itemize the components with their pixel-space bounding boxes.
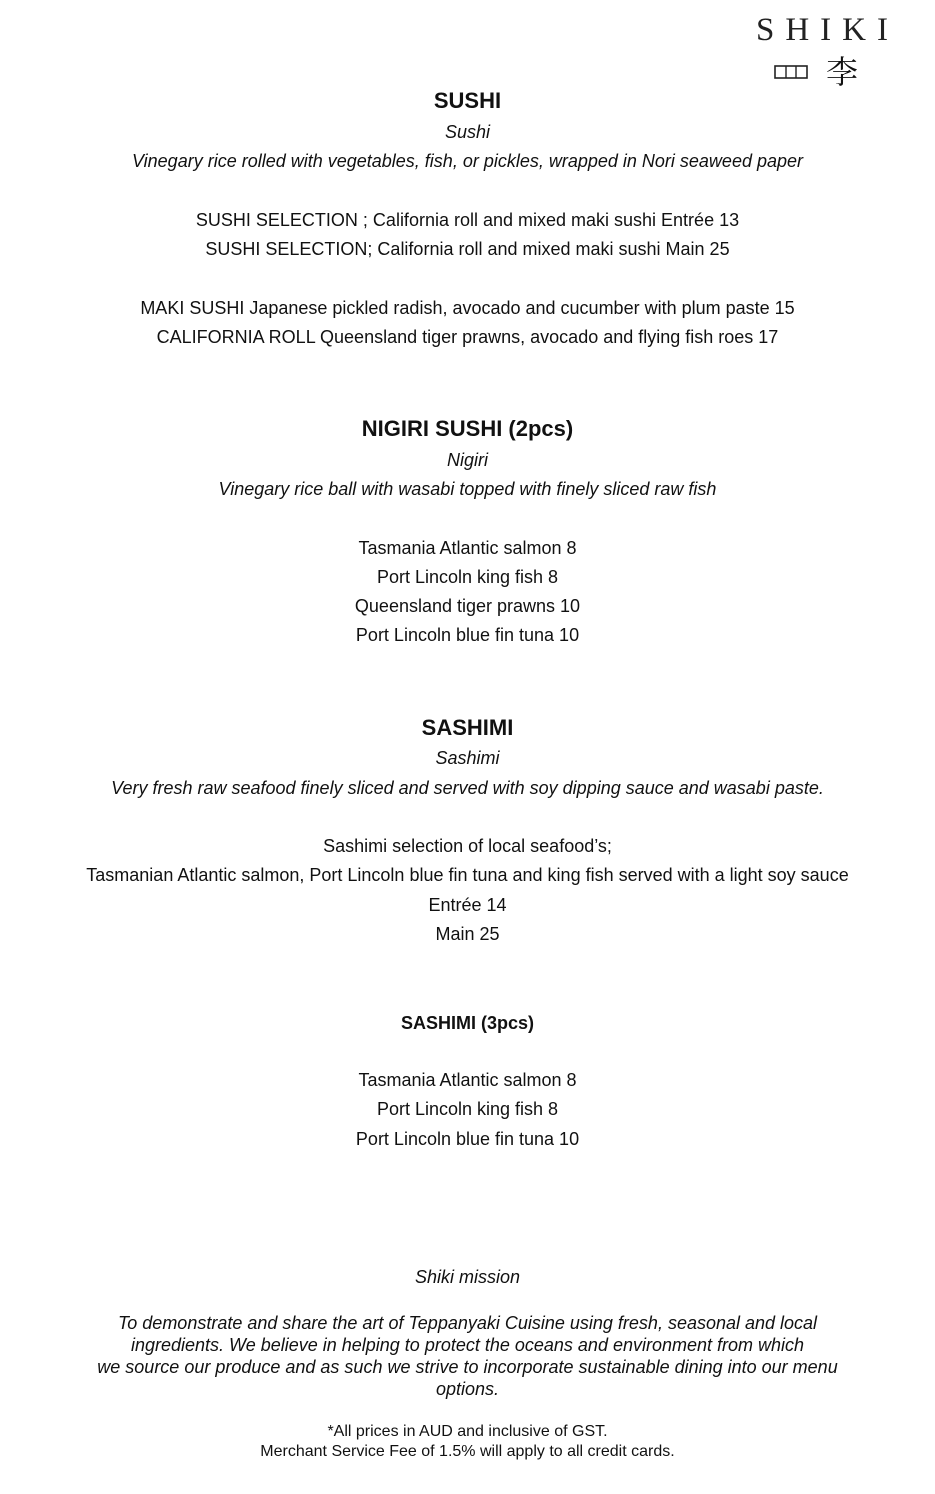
sushi-subtitle: Sushi — [444, 122, 491, 142]
nigiri-description: Vinegary rice ball with wasabi topped with finely sliced raw fish — [218, 479, 717, 499]
logo-kanji: 李 — [826, 53, 859, 91]
menu-item: Port Lincoln king fish 8 — [376, 567, 559, 587]
shiki-logo — [756, 10, 899, 91]
menu-item: MAKI SUSHI Japanese pickled radish, avocado and cucumber with plum paste 15 — [140, 298, 795, 318]
menu-item: SUSHI SELECTION ; California roll and mixed maki sushi Entrée 13 — [195, 210, 740, 230]
logo-text: SHIKI — [756, 12, 899, 48]
mission-line: ingredients. We believe in helping to protect the oceans and environment from which — [130, 1335, 805, 1355]
menu-item: Port Lincoln blue fin tuna 10 — [355, 625, 580, 645]
mission-line: we source our produce and as such we strive to incorporate sustainable dining into our menu — [97, 1357, 838, 1377]
menu-item: Queensland tiger prawns 10 — [354, 596, 581, 616]
sushi-title: SUSHI — [433, 88, 502, 113]
footer-line: Merchant Service Fee of 1.5% will apply to all credit cards. — [260, 1443, 675, 1460]
footer-line: *All prices in AUD and inclusive of GST. — [327, 1423, 608, 1440]
mission-line: To demonstrate and share the art of Teppanyaki Cuisine using fresh, seasonal and local — [117, 1313, 818, 1333]
menu-item: Tasmania Atlantic salmon 8 — [358, 1070, 577, 1090]
sushi-description: Vinegary rice rolled with vegetables, fish, or pickles, wrapped in Nori seaweed paper — [131, 151, 804, 171]
menu-item: CALIFORNIA ROLL Queensland tiger prawns, avocado and flying fish roes 17 — [156, 327, 779, 347]
sashimi-description: Very fresh raw seafood finely sliced and served with soy dipping sauce and wasabi paste. — [111, 778, 824, 798]
mission-title: Shiki mission — [414, 1267, 521, 1287]
menu-item: Tasmania Atlantic salmon 8 — [358, 538, 577, 558]
menu-item: Port Lincoln blue fin tuna 10 — [355, 1129, 580, 1149]
sashimi-line: Main 25 — [435, 924, 500, 944]
menu-item: SUSHI SELECTION; California roll and mixed maki sushi Main 25 — [205, 239, 730, 259]
sashimi3-title: SASHIMI (3pcs) — [400, 1013, 535, 1033]
mission-line: options. — [435, 1379, 500, 1399]
sashimi-line: Tasmanian Atlantic salmon, Port Lincoln blue fin tuna and king fish served with a light soy sauce — [86, 865, 849, 885]
sashimi-title: SASHIMI — [421, 715, 514, 740]
menu-item: Port Lincoln king fish 8 — [376, 1099, 559, 1119]
nigiri-title: NIGIRI SUSHI (2pcs) — [361, 416, 574, 441]
logo-glyph-icon — [774, 65, 808, 79]
sashimi-line: Entrée 14 — [428, 895, 507, 915]
sashimi-subtitle: Sashimi — [435, 748, 500, 768]
nigiri-subtitle: Nigiri — [446, 450, 488, 470]
sashimi-line: Sashimi selection of local seafood’s; — [323, 836, 612, 856]
